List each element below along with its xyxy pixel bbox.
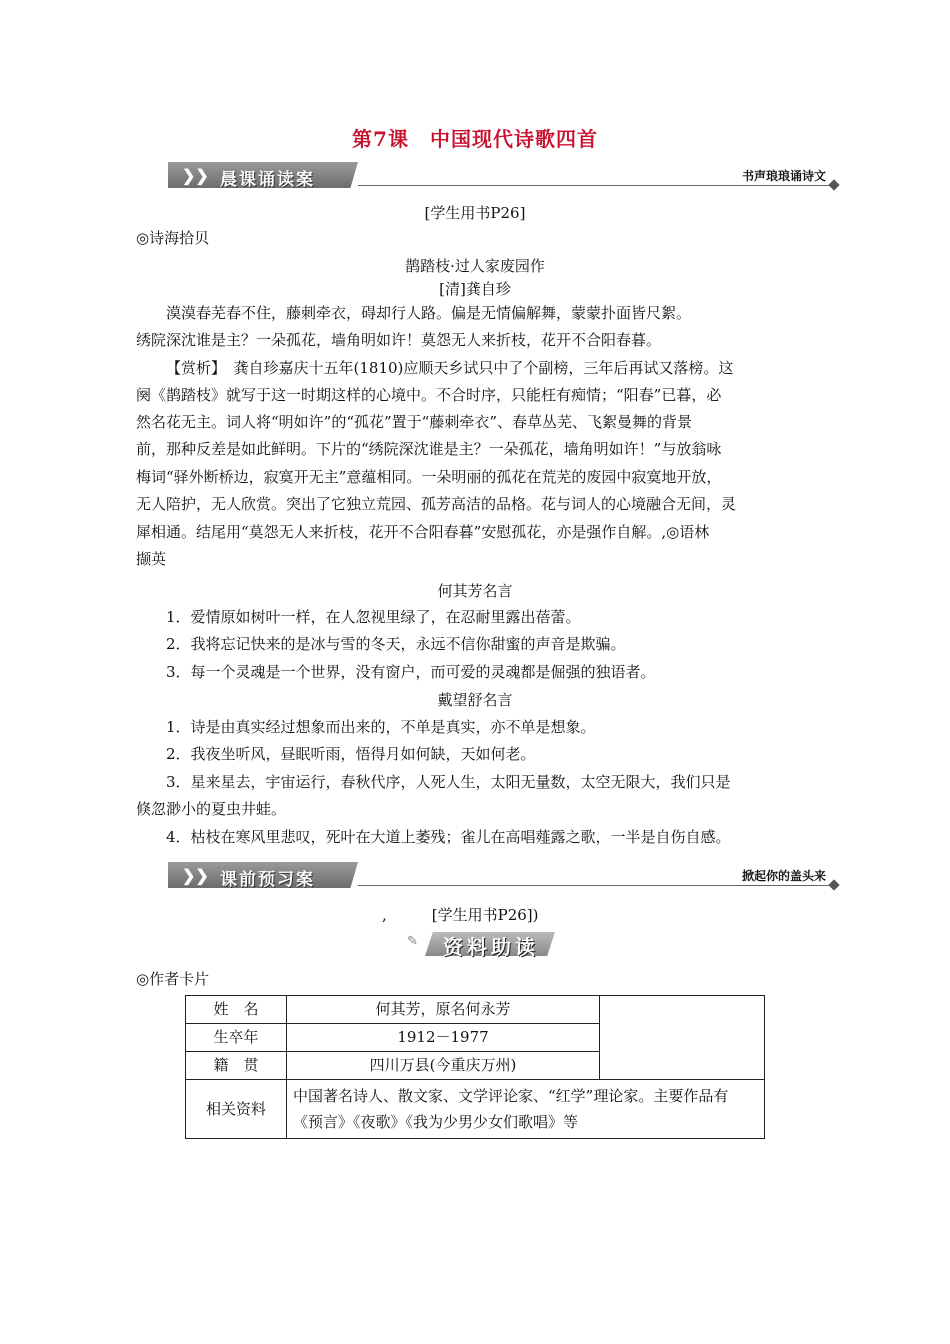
appreciation-line: 梅词“驿外断桥边，寂寞开无主”意蕴相同。一朵明丽的孤花在荒芜的废园中寂寞地开放，: [136, 468, 722, 486]
table-value: 何其芳，原名何永芳: [287, 996, 600, 1024]
quote-item: 1．诗是由真实经过想象而出来的，不单是真实，亦不单是想象。: [166, 718, 596, 736]
quote-item: 4．枯枝在寒风里悲叹，死叶在大道上萎残；雀儿在高唱薤露之歌，一半是自伤自感。: [166, 828, 731, 846]
quote-item: 2．我夜坐听风，昼眠听雨，悟得月如何缺，天如何老。: [166, 745, 536, 763]
quotes-heading: 戴望舒名言: [437, 691, 513, 709]
table-value: 1912－1977: [287, 1024, 600, 1052]
table-key: 姓 名: [186, 996, 287, 1024]
banner-subtitle: 书声琅琅诵诗文: [741, 169, 826, 183]
table-value: 中国著名诗人、散文家、文学评论家、“红学”理论家。主要作品有《预言》《夜歌》《我为少男少女们歌唱》等: [287, 1080, 765, 1139]
section-heading: ◎作者卡片: [136, 970, 210, 988]
brush-icon: ✎: [407, 934, 418, 949]
poem-line: 漠漠春芜春不住，藤刺牵衣，碍却行人路。偏是无情偏解舞，蒙蒙扑面皆尺絮。: [166, 304, 692, 322]
table-value: 四川万县(今重庆万州): [287, 1052, 600, 1080]
diamond-icon: [828, 879, 839, 890]
quotes-heading: 何其芳名言: [437, 582, 513, 600]
section-banner-preview: [168, 862, 838, 888]
table-row: [186, 996, 765, 1024]
quote-item: 3．星来星去，宇宙运行，春秋代序，人死人生，太阳无量数，太空无限大，我们只是: [166, 773, 731, 791]
section-banner-morning: [168, 162, 838, 188]
table-row: [186, 1080, 765, 1139]
diamond-icon: [828, 179, 839, 190]
section-heading: ◎诗海拾贝: [136, 229, 210, 247]
quote-item: 倏忽渺小的夏虫井蛙。: [136, 800, 287, 818]
material-banner-label: 资料助读: [443, 935, 539, 959]
table-key: 籍 贯: [186, 1052, 287, 1080]
chevron-icon: ❯❯: [182, 166, 209, 185]
poem-line: 绣院深沈谁是主？一朵孤花，墙角明如许！莫怨无人来折枝，花开不合阳春暮。: [136, 331, 662, 349]
table-key: 相关资料: [186, 1080, 287, 1139]
banner-subtitle: 掀起你的盖头来: [741, 869, 826, 883]
chevron-icon: ❯❯: [182, 866, 209, 885]
banner-label: 晨课诵读案: [220, 170, 315, 190]
page-title: 第7课 中国现代诗歌四首: [352, 127, 598, 151]
poem-title: 鹊踏枝·过人家废园作: [405, 257, 545, 275]
appreciation-line: 阕《鹊踏枝》就写于这一时期这样的心境中。不合时序，只能枉有痴情；“阳春”已暮，必: [136, 386, 722, 404]
reference-note: , [学生用书P26]): [382, 906, 539, 924]
appreciation-line: 无人陪护，无人欣赏。突出了它独立荒园、孤芳高洁的品格。花与词人的心境融合无间，灵: [136, 495, 737, 513]
table-key: 生卒年: [186, 1024, 287, 1052]
appreciation-line: 【赏析】 龚自珍嘉庆十五年(1810)应顺天乡试只中了个副榜，三年后再试又落榜。这: [166, 359, 734, 377]
banner-label: 课前预习案: [220, 870, 315, 890]
material-banner: [407, 928, 557, 958]
quote-item: 1．爱情原如树叶一样，在人忽视里绿了，在忍耐里露出蓓蕾。: [166, 608, 581, 626]
reference-note: [学生用书P26]: [424, 204, 526, 222]
quote-item: 2．我将忘记快来的是冰与雪的冬天，永远不信你甜蜜的声音是欺骗。: [166, 635, 626, 653]
photo-cell: [600, 996, 765, 1080]
appreciation-line: 然名花无主。词人将“明如许”的“孤花”置于“藤刺牵衣”、春草丛芜、飞絮曼舞的背景: [136, 413, 693, 431]
quote-item: 3．每一个灵魂是一个世界，没有窗户，而可爱的灵魂都是倔强的独语者。: [166, 663, 656, 681]
author-card-table: [185, 995, 765, 1139]
appreciation-line: 前，那种反差是如此鲜明。下片的“绣院深沈谁是主？一朵孤花，墙角明如许！”与放翁咏: [136, 440, 722, 458]
appreciation-line: 犀相通。结尾用“莫怨无人来折枝，花开不合阳春暮”安慰孤花，亦是强作自解。,◎语林: [136, 523, 710, 541]
appreciation-line: 撷英: [136, 550, 167, 568]
poem-author: [清]龚自珍: [439, 280, 511, 298]
